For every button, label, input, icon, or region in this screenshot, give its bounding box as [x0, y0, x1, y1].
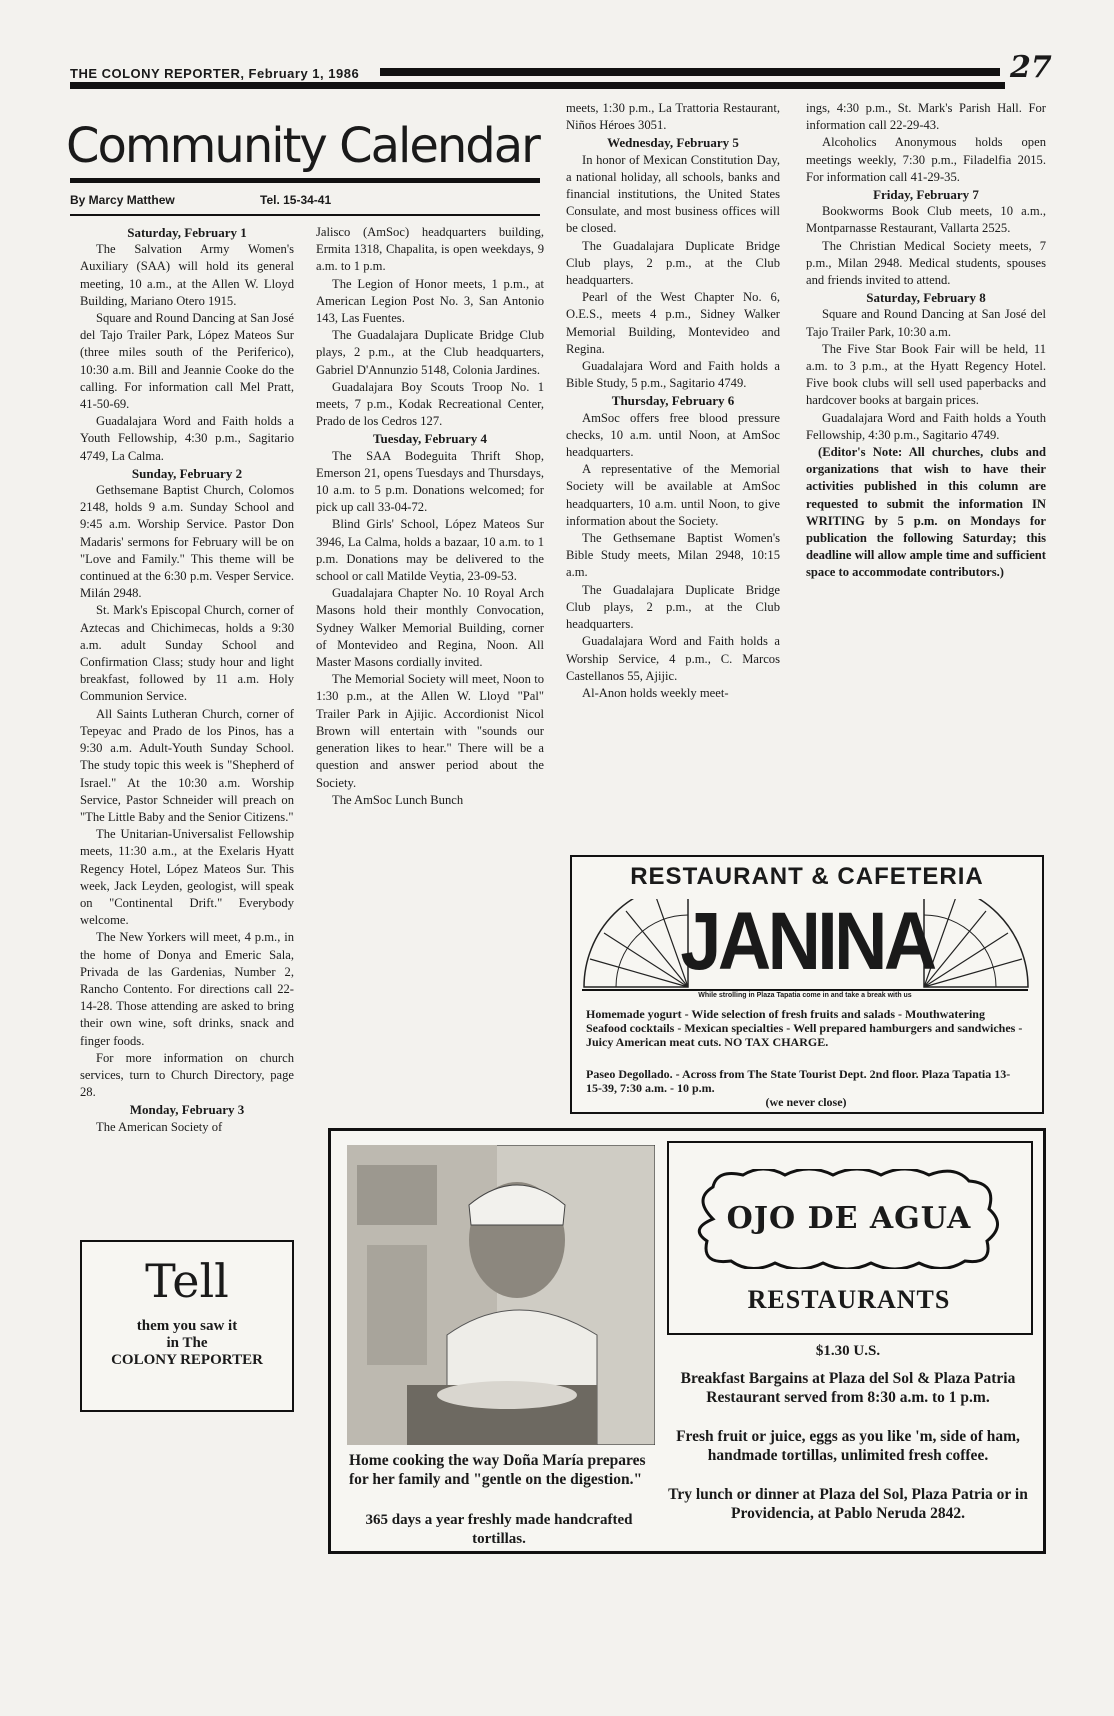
event-entry: The American Society of — [96, 1119, 223, 1134]
day-heading: Tuesday, February 4 — [372, 431, 487, 447]
day-heading: Monday, February 3 — [129, 1102, 245, 1118]
event-entry: A representative of the Memorial Society will be available at AmSoc headquarters, 10 a.m. until Noon, to give information about the Society. — [566, 462, 780, 528]
calendar-column-2 — [316, 224, 544, 1044]
event-entry: The Unitarian-Universalist Fellowship meets, 11:30 a.m., at the Exelaris Hyatt Regency Hotel, López Mateos Sur. This week, Jack Leyden, geologist, will speak on "Continental Drift." Everybody welcome. — [80, 827, 294, 928]
event-entry: Guadalajara Word and Faith holds a Youth Fellowship, 4:30 p.m., Sagitario 4749, La Calma. — [80, 414, 294, 463]
event-entry: The SAA Bodeguita Thrift Shop, Emerson 21, opens Tuesdays and Thursdays, 10 a.m. to 5 p.m. Donations welcomed; for pick up call 33-04-72. — [316, 448, 544, 515]
janina-advert — [570, 855, 1044, 1114]
editors-note: (Editor's Note: All churches, clubs and organizations that wish to have their activities published in this column are requested to submit the information IN WRITING by 5 p.m. on Mondays for publication the following Saturday; this deadline will allow ample time and sufficient space to accommodate contributors.) — [806, 445, 1046, 580]
event-entry: Square and Round Dancing at San José del Tajo Trailer Park, 10:30 a.m. — [806, 307, 1046, 339]
ojo-de-agua-advert — [328, 1128, 1046, 1554]
tell-line: in The — [166, 1335, 208, 1351]
event-entry: The AmSoc Lunch Bunch — [332, 792, 464, 807]
masthead-rule-right — [380, 68, 1000, 76]
event-entry: Pearl of the West Chapter No. 6, O.E.S., meets 4 p.m., Sidney Walker Memorial Building, Montevideo and Regina. — [566, 290, 780, 356]
event-entry: AmSoc offers free blood pressure checks, 10 a.m. until Noon, at AmSoc headquarters. — [566, 410, 780, 460]
event-entry: The Salvation Army Women's Auxiliary (SAA) will hold its general meeting, 10 a.m., at the Allen W. Lloyd Building, Mariano Otero 1915. — [80, 242, 294, 308]
event-entry: All Saints Lutheran Church, corner of Tepeyac and Prado de los Pinos, has a 9:30 a.m. Adult-Youth Sunday School. The study topic this week is "Shepherd of Israel." At the 10:30 a.m. Worship Service, Pastor Schneider will preach on "The Little Baby and the Senior Citizens." — [80, 706, 294, 824]
event-entry: Guadalajara Word and Faith holds a Worship Service, 4 p.m., C. Marcos Castellanos 55, Ajijic. — [566, 634, 780, 683]
ojo-logo-name: OJO DE AGUA — [726, 1201, 972, 1236]
ojo-tortillas: 365 days a year freshly made handcrafted tortillas. — [365, 1512, 633, 1547]
ojo-lunch-dinner: Try lunch or dinner at Plaza del Sol, Plaza Patria or in Providencia, at Pablo Neruda 2842. — [668, 1486, 1028, 1522]
event-entry: St. Mark's Episcopal Church, corner of Aztecas and Chichimecas, holds a 9:30 a.m. adult Sunday School and Confirmation Class; study hour and light breakfast, followed by 11 a.m. Holy Communion Service. — [80, 603, 294, 704]
event-entry: The Guadalajara Duplicate Bridge Club plays, 2 p.m., at the Club headquarters. — [566, 582, 780, 632]
janina-name: JANINA — [680, 896, 934, 987]
janina-rule — [582, 989, 1028, 991]
janina-header: RESTAURANT & CAFETERIA — [630, 863, 984, 890]
calendar-column-1 — [80, 224, 294, 1224]
event-entry: The Gethsemane Baptist Women's Bible Study meets, Milan 2948, 10:15 a.m. — [566, 531, 780, 580]
day-heading: Sunday, February 2 — [131, 465, 243, 481]
event-entry: Guadalajara Word and Faith holds a Bible Study, 5 p.m., Sagitario 4749. — [566, 359, 780, 391]
janina-tagline: While strolling in Plaza Tapatia come in and take a break with us — [698, 992, 912, 999]
event-entry: The New Yorkers will meet, 4 p.m., in the home of Donya and Emeric Sala, Privada de las Gardenias, Number 2, Rancho Contento. For directions call 22-14-28. Those attending are asked to bring their own wine, soft drinks, snack and finger foods. — [80, 930, 294, 1048]
ojo-logo — [667, 1141, 1033, 1335]
byline-rule — [70, 214, 540, 216]
janina-hours-note: (we never close) — [765, 1095, 847, 1109]
page-number: 27 — [1010, 50, 1052, 85]
event-entry: The Legion of Honor meets, 1 p.m., at American Legion Post No. 3, San Antonio 143, Las Fuentes. — [316, 276, 544, 326]
ojo-caption: Home cooking the way Doña María prepares for her family and "gentle on the digestion." — [349, 1452, 646, 1488]
calendar-column-4 — [806, 100, 1046, 830]
event-entry: Alcoholics Anonymous holds open meetings weekly, 7:30 p.m., Filadelfia 2015. For information call 41-29-35. — [806, 135, 1046, 184]
event-entry: Guadalajara Word and Faith holds a Youth Fellowship, 4:30 p.m., Sagitario 4749. — [806, 410, 1046, 442]
tell-line: COLONY REPORTER — [111, 1352, 263, 1368]
event-entry: Guadalajara Boy Scouts Troop No. 1 meets, 7 p.m., Kodak Recreational Center, Prado de los Cedros 127. — [316, 379, 544, 429]
event-entry: Guadalajara Chapter No. 10 Royal Arch Masons hold their monthly Convocation, Sydney Walker Memorial Building, corner of Montevideo and Regina, Noon. All Master Masons cordially invited. — [316, 586, 544, 670]
masthead-rule — [70, 82, 1005, 89]
janina-body: Homemade yogurt - Wide selection of fresh fruits and salads - Mouthwatering Seafood cocktails - Mexican specialties - Well prepared hamburgers and sandwiches - Juicy American meat cuts. NO TAX CHARGE. — [586, 1007, 1023, 1049]
event-entry: Jalisco (AmSoc) headquarters building, Ermita 1318, Chapalita, is open weekdays, 9 a.m. to 1 p.m. — [316, 225, 544, 274]
event-entry: meets, 1:30 p.m., La Trattoria Restaurant, Niños Héroes 3051. — [566, 101, 780, 133]
event-entry: Al-Anon holds weekly meet- — [582, 685, 729, 700]
event-entry: The Guadalajara Duplicate Bridge Club plays, 2 p.m., at the Club headquarters. — [566, 238, 780, 288]
ojo-price: $1.30 U.S. — [815, 1343, 881, 1359]
title-rule — [70, 178, 540, 183]
event-entry: The Christian Medical Society meets, 7 p.m., Milan 2948. Medical students, spouses and friends invited to attend. — [806, 238, 1046, 288]
event-entry: The Five Star Book Fair will be held, 11 a.m. to 3 p.m., at the Hyatt Regency Hotel. Five book clubs will sell used paperbacks and hardcover books at bargain prices. — [806, 341, 1046, 408]
janina-address: Paseo Degollado. - Across from The State Tourist Dept. 2nd floor. Plaza Tapatia 13-15-39, 7:30 a.m. - 10 p.m. — [586, 1067, 1011, 1095]
event-entry: Bookworms Book Club meets, 10 a.m., Montparnasse Restaurant, Vallarta 2525. — [806, 204, 1046, 236]
calendar-title: Community Calendar — [66, 118, 539, 174]
event-entry: For more information on church services, turn to Church Directory, page 28. — [80, 1050, 294, 1100]
event-entry: The Memorial Society will meet, Noon to 1:30 p.m., at the Allen W. Lloyd "Pal" Trailer Park in Ajijic. Accordionist Nicol Brown will entertain with "sounds our generation likes to hear." There will be a question and answer period about the Society. — [316, 672, 544, 790]
event-entry: In honor of Mexican Constitution Day, a national holiday, all schools, banks and financial institutions, the United States Consulate, and most business offices will be closed. — [566, 152, 780, 236]
telephone: Tel. 15-34-41 — [260, 193, 332, 207]
day-heading: Saturday, February 1 — [127, 225, 247, 240]
ojo-logo-sub: RESTAURANTS — [747, 1285, 951, 1314]
event-entry: ings, 4:30 p.m., St. Mark's Parish Hall. For information call 22-29-43. — [806, 101, 1046, 133]
tell-advert — [80, 1240, 294, 1412]
tell-line: them you saw it — [136, 1318, 238, 1334]
cook-photo — [347, 1145, 655, 1445]
event-entry: Blind Girls' School, López Mateos Sur 3946, La Calma, holds a bazaar, 10 a.m. to 1 p.m. Donations may be delivered to the school or call Matilde Veytia, 23-09-53. — [316, 517, 544, 584]
day-heading: Thursday, February 6 — [611, 393, 735, 409]
tell-big: Tell — [145, 1254, 229, 1308]
day-heading: Saturday, February 8 — [866, 290, 986, 306]
ojo-breakfast-items: Fresh fruit or juice, eggs as you like 'm, side of ham, handmade tortillas, unlimited fresh coffee. — [676, 1428, 1020, 1464]
day-heading: Friday, February 7 — [873, 187, 979, 203]
event-entry: The Guadalajara Duplicate Bridge Club plays, 2 p.m., at the Club headquarters, Gabriel D'Annunzio 5148, Colonia Jardines. — [316, 328, 544, 377]
event-entry: Gethsemane Baptist Church, Colomos 2148, holds 9 a.m. Sunday School and 9:45 a.m. Worship Service. Pastor Don Madaris' sermons for February will be on "Love and Family." This theme will be continued at the 6:30 p.m. Vesper Service. Milán 2948. — [80, 483, 294, 601]
event-entry: Square and Round Dancing at San José del Tajo Trailer Park, López Mateos Sur (three miles south of the Periferico), 10:30 a.m. Bill and Jeannie Cooke do the calling. For information call Mel Pratt, 41-50-69. — [80, 311, 294, 412]
byline: By Marcy Matthew — [70, 193, 175, 207]
ojo-breakfast: Breakfast Bargains at Plaza del Sol & Plaza Patria Restaurant served from 8:30 a.m. to 1 p.m. — [680, 1370, 1016, 1406]
calendar-column-3 — [566, 100, 780, 810]
day-heading: Wednesday, February 5 — [607, 135, 739, 151]
masthead: THE COLONY REPORTER, February 1, 1986 — [70, 66, 360, 81]
